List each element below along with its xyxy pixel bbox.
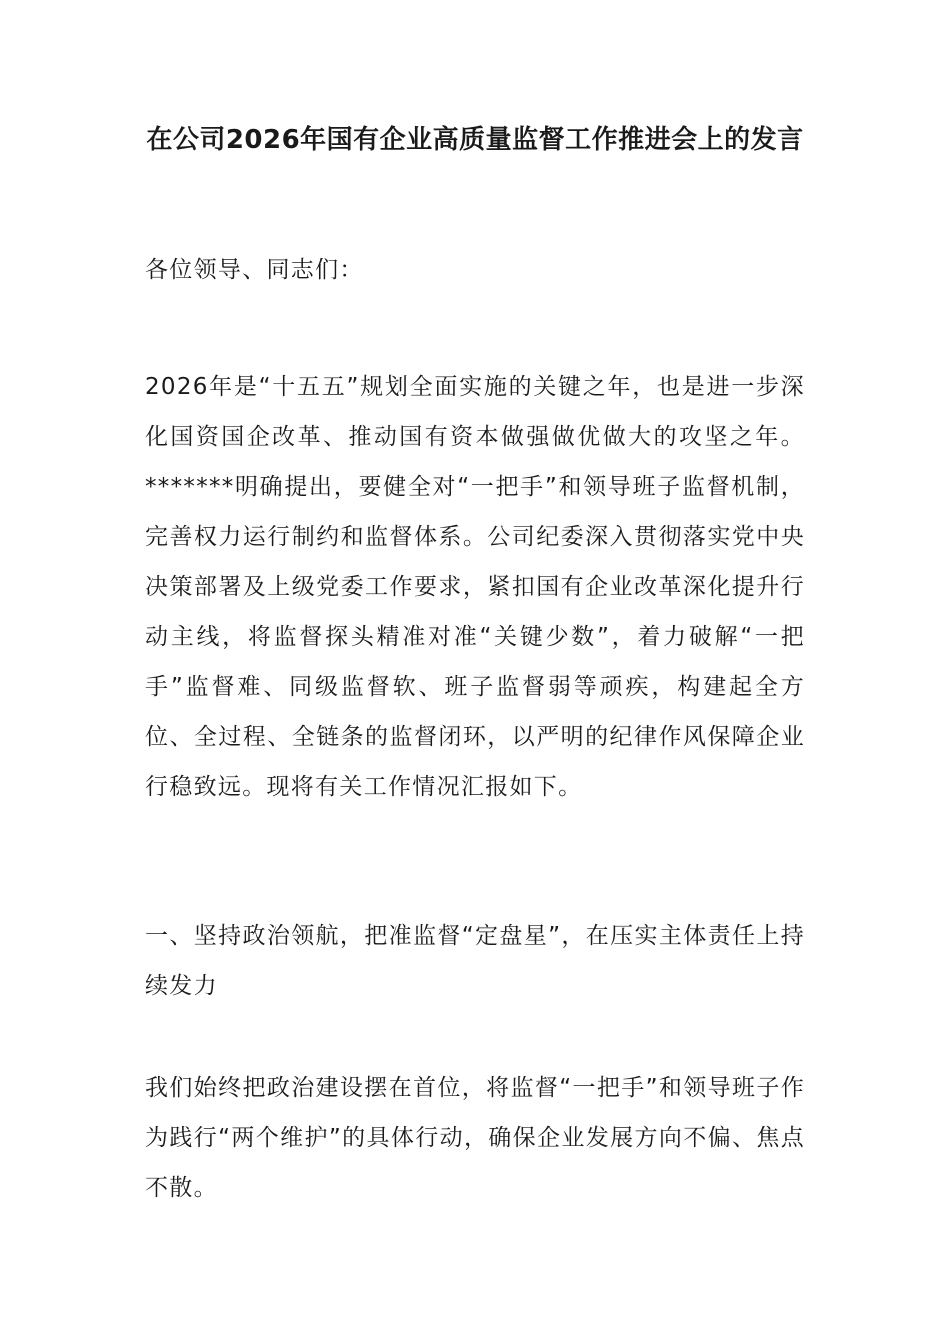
intro-paragraph: 2026年是“十五五”规划全面实施的关键之年，也是进一步深化国资国企改革、推动国有资本做强做优做大的攻坚之年。*******明确提出，要健全对“一把手”和领导班子监督机制，完善权力运行制约和监督体系。公司纪委深入贯彻落实党中央决策部署及上级党委工作要求，紧扣国有企业改革深化提升行动主线，将监督探头精准对准“关键少数”，着力破解“一把手”监督难、同级监督软、班子监督弱等顽疾，构建起全方位、全过程、全链条的监督闭环，以严明的纪律作风保障企业行稳致远。现将有关工作情况汇报如下。 [145, 374, 805, 800]
document-title: 在公司2026年国有企业高质量监督工作推进会上的发言 [146, 125, 804, 155]
section-paragraph: 我们始终把政治建设摆在首位，将监督“一把手”和领导班子作为践行“两个维护”的具体行动，确保企业发展方向不偏、焦点不散。 [145, 1075, 805, 1201]
section-heading: 一、坚持政治领航，把准监督“定盘星”，在压实主体责任上持续发力 [145, 923, 805, 999]
salutation: 各位领导、同志们： [145, 257, 364, 283]
